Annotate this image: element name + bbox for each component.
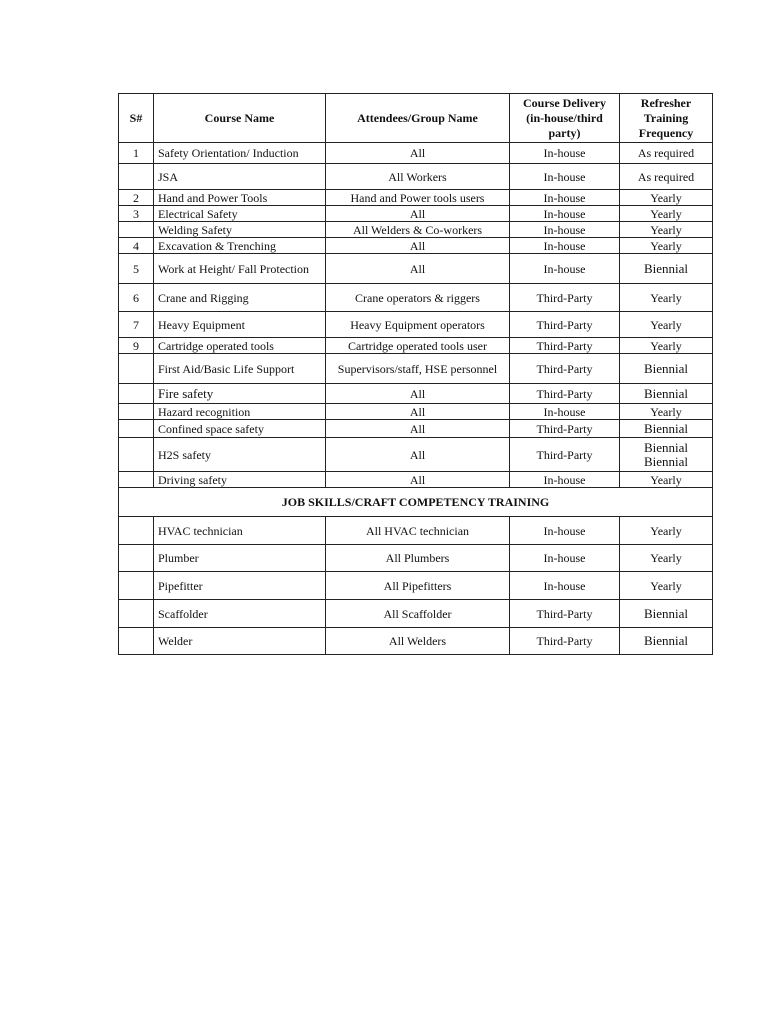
row-attendees: All (326, 472, 510, 488)
row-course: H2S safety (154, 438, 326, 472)
row-delivery: In-house (510, 517, 620, 545)
row-sn: 6 (119, 284, 154, 312)
row-course: Driving safety (154, 472, 326, 488)
row-course: Hand and Power Tools (154, 190, 326, 206)
header-sn: S# (119, 94, 154, 143)
row-course: Confined space safety (154, 420, 326, 438)
row-delivery: In-house (510, 572, 620, 600)
row-sn (119, 164, 154, 190)
row-sn (119, 222, 154, 238)
row-sn (119, 572, 154, 600)
table-row (119, 238, 713, 254)
table-row (119, 164, 713, 190)
row-frequency: Biennial (620, 628, 713, 655)
row-attendees: All Welders & Co-workers (326, 222, 510, 238)
row-delivery: Third-Party (510, 628, 620, 655)
table-row (119, 438, 713, 472)
row-course: Crane and Rigging (154, 284, 326, 312)
row-delivery: Third-Party (510, 312, 620, 338)
row-delivery: Third-Party (510, 384, 620, 404)
table-row (119, 312, 713, 338)
row-attendees: All Pipefitters (326, 572, 510, 600)
table-row (119, 628, 713, 655)
row-frequency: Yearly (620, 545, 713, 572)
row-attendees: Cartridge operated tools user (326, 338, 510, 354)
row-frequency: Biennial (643, 439, 689, 455)
row-course: Electrical Safety (154, 206, 326, 222)
table-row (119, 517, 713, 545)
row-delivery: In-house (510, 222, 620, 238)
table-row (119, 354, 713, 384)
header-course-delivery: Course Delivery (in-house/third party) (510, 94, 620, 143)
row-attendees: Crane operators & riggers (326, 284, 510, 312)
row-frequency: Biennial (620, 600, 713, 628)
row-delivery: Third-Party (510, 354, 620, 384)
table-row (119, 545, 713, 572)
table-row (119, 384, 713, 404)
row-frequency: Yearly (620, 284, 713, 312)
row-attendees: Heavy Equipment operators (326, 312, 510, 338)
row-attendees: All (326, 438, 510, 472)
row-delivery: In-house (510, 164, 620, 190)
header-course-name: Course Name (154, 94, 326, 143)
table-row (119, 222, 713, 238)
row-frequency: Yearly (620, 312, 713, 338)
row-frequency: Biennial (620, 254, 713, 284)
row-course: JSA (154, 164, 326, 190)
row-delivery: In-house (510, 143, 620, 164)
row-sn (119, 404, 154, 420)
training-table (118, 93, 713, 655)
row-attendees: Supervisors/staff, HSE personnel (326, 354, 510, 384)
row-delivery: In-house (510, 545, 620, 572)
row-attendees: All Scaffolder (326, 600, 510, 628)
row-delivery: In-house (510, 238, 620, 254)
row-frequency-cell (620, 438, 713, 472)
table-row (119, 420, 713, 438)
row-attendees: All (326, 143, 510, 164)
row-frequency: Yearly (620, 572, 713, 600)
row-sn (119, 545, 154, 572)
row-course: Excavation & Trenching (154, 238, 326, 254)
row-frequency: As required (620, 143, 713, 164)
row-sn: 9 (119, 338, 154, 354)
row-attendees: All (326, 254, 510, 284)
table-row (119, 404, 713, 420)
row-attendees: All (326, 238, 510, 254)
row-frequency: Yearly (620, 472, 713, 488)
row-delivery: In-house (510, 254, 620, 284)
row-frequency-line2: Biennial (643, 453, 689, 469)
row-sn (119, 354, 154, 384)
header-attendees: Attendees/Group Name (326, 94, 510, 143)
row-course: Hazard recognition (154, 404, 326, 420)
row-delivery: In-house (510, 472, 620, 488)
table-row (119, 143, 713, 164)
row-sn: 5 (119, 254, 154, 284)
row-attendees: All Plumbers (326, 545, 510, 572)
row-delivery: Third-Party (510, 438, 620, 472)
row-attendees: All Workers (326, 164, 510, 190)
row-sn: 2 (119, 190, 154, 206)
row-sn (119, 517, 154, 545)
row-attendees: All HVAC technician (326, 517, 510, 545)
row-attendees: All (326, 404, 510, 420)
row-sn (119, 600, 154, 628)
row-frequency: Yearly (620, 190, 713, 206)
row-frequency: As required (620, 164, 713, 190)
table-row (119, 338, 713, 354)
row-delivery: Third-Party (510, 420, 620, 438)
row-delivery: Third-Party (510, 284, 620, 312)
row-course: Pipefitter (154, 572, 326, 600)
row-course: Work at Height/ Fall Protection (154, 254, 326, 284)
section-row (119, 488, 713, 517)
table-header-row (119, 94, 713, 143)
row-frequency: Biennial (620, 384, 713, 404)
row-course: Welding Safety (154, 222, 326, 238)
row-sn (119, 628, 154, 655)
row-frequency: Yearly (620, 517, 713, 545)
row-frequency: Biennial (620, 354, 713, 384)
table-row (119, 254, 713, 284)
row-sn (119, 438, 154, 472)
row-course: HVAC technician (154, 517, 326, 545)
row-course: Heavy Equipment (154, 312, 326, 338)
row-delivery: In-house (510, 206, 620, 222)
row-course: Fire safety (154, 384, 326, 404)
row-delivery: In-house (510, 404, 620, 420)
row-course: Plumber (154, 545, 326, 572)
row-course: Cartridge operated tools (154, 338, 326, 354)
row-delivery: Third-Party (510, 600, 620, 628)
row-sn: 4 (119, 238, 154, 254)
row-sn (119, 420, 154, 438)
row-attendees: All Welders (326, 628, 510, 655)
row-sn (119, 472, 154, 488)
row-frequency: Yearly (620, 404, 713, 420)
row-attendees: All (326, 384, 510, 404)
row-attendees: Hand and Power tools users (326, 190, 510, 206)
row-course: First Aid/Basic Life Support (154, 354, 326, 384)
row-frequency: Yearly (620, 222, 713, 238)
row-frequency: Yearly (620, 206, 713, 222)
row-sn (119, 384, 154, 404)
table-row (119, 600, 713, 628)
header-refresher-frequency: Refresher Training Frequency (620, 94, 713, 143)
row-sn: 3 (119, 206, 154, 222)
table-row (119, 472, 713, 488)
row-course: Scaffolder (154, 600, 326, 628)
table-row (119, 190, 713, 206)
row-attendees: All (326, 206, 510, 222)
row-delivery: In-house (510, 190, 620, 206)
section-title: JOB SKILLS/CRAFT COMPETENCY TRAINING (119, 488, 713, 517)
row-sn: 7 (119, 312, 154, 338)
row-frequency: Yearly (620, 238, 713, 254)
row-delivery: Third-Party (510, 338, 620, 354)
table-row (119, 206, 713, 222)
table-row (119, 572, 713, 600)
row-course: Welder (154, 628, 326, 655)
row-course: Safety Orientation/ Induction (154, 143, 326, 164)
row-attendees: All (326, 420, 510, 438)
row-frequency: Biennial (620, 420, 713, 438)
row-frequency: Yearly (620, 338, 713, 354)
row-sn: 1 (119, 143, 154, 164)
table-row (119, 284, 713, 312)
